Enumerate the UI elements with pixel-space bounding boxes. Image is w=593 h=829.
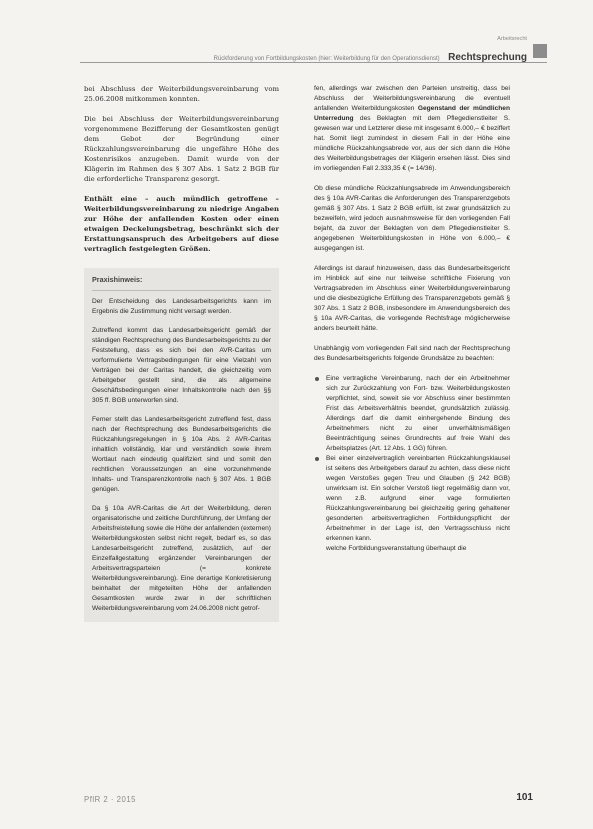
header-marker [533,44,547,58]
right-column [314,84,510,554]
list-item: Eine vertragliche Vereinbarung, nach der ein Arbeitnehmer sich zur Zurückzahlung von Fort- bzw. Weiterbildungskosten verpflichtet, sind, soweit sie vor Abschluss einer bestimmten Frist das Arbeitsverhältnis beendet, grundsätzlich zulässig. Allerdings darf die damit einhergehende Bindung des Arbeitnehmers nicht zu einer unverhältnismäßigen Beeinträchtigung seines Grundrechts auf freie Wahl des Arbeitsplatzes (Art. 12 Abs. 1 GG) führen. [314,374,510,454]
right-paragraph-1-rest: des Beklagten mit dem Pflegedienstleiter S. gewesen war und Letzterer diese mit insgesamt 6.000,– € beziffert hat. Somit liegt zumindest in diesem Fall in der Höhe eine mündliche Rückzahlungsabrede vor, aus der sich dann die Höhe des Weiterbildungsbetrages der Klägerin ersehen lässt. Dies sind im vorliegenden Fall 2.333,35 € (= 14/36). [314,115,510,172]
header-section: Rechtsprechung [448,52,527,63]
left-paragraph-1: bei Abschluss der Weiterbildungsvereinbarung vom 25.06.2008 mitkommen konnten. [84,85,279,103]
right-last-line: welche Fortbildungsveranstaltung überhaupt die [326,545,467,552]
page-number: 101 [516,792,533,803]
right-paragraph-3: Allerdings ist darauf hinzuweisen, dass das Bundesarbeitsgericht im Hinblick auf eine nur teilweise schriftliche Fixierung von Vertragsabreden im Abschluss einer Weiterbildungsvereinbarung und die diesbezügliche Erfüllung des Transparenzgebots gemäß § 307 Abs. 1 Satz 2 BGB, insbesondere im Anwendungsbereich des § 10a AVR-Caritas, die vorliegende Rechtsfrage möglicherweise anders beurteilt hätte. [314,265,510,332]
practice-note-box [84,268,279,622]
principles-list [314,374,510,544]
left-paragraph-3: Enthält eine – auch mündlich getroffene – Weiterbildungsvereinbarung zu niedrige Angaben zur Höhe der anfallenden Kosten oder einen etwaigen Deckelungsbetrag, beschränkt sich der Erstattungsanspruch des Arbeitgebers auf diese vertraglich festgelegten Größen. [84,195,279,253]
right-paragraph-4: Unabhängig vom vorliegenden Fall sind nach der Rechtsprechung des Bundesarbeitsgerichts folgende Grundsätze zu beachten: [314,345,510,362]
practice-note-paragraph-2: Zutreffend kommt das Landesarbeitsgericht gemäß der ständigen Rechtsprechung des Bundesarbeitsgerichts zu der Feststellung, dass es sich bei den AVR-Caritas um vorformulierte Vertragsbedingungen für eine Vielzahl von Verträgen bei der Caritas handelt, die gleichzeitig vom Arbeitgeber gestellt sind, die als allgemeine Geschäftsbedingungen einer Inhaltskontrolle nach den §§ 305 ff. BGB unterworfen sind. [92,327,271,404]
practice-note-title: Praxishinweis: [92,275,271,291]
practice-note-paragraph-3: Ferner stellt das Landesarbeitsgericht zutreffend fest, dass nach der Rechtsprechung des Bundesarbeitsgerichts die Rückzahlungsregelungen in § 10a Abs. 2 AVR-Caritas inhaltlich vollständig, klar und verständlich sowie ihrem Wortlaut nach eindeutig qualifiziert sind und somit den rechtlichen Voraussetzungen an eine vorzunehmende Inhalts- und Transparenzkontrolle nach § 307 Abs. 1 BGB genügen. [92,416,271,493]
right-paragraph-1-text: fen, allerdings war zwischen den Parteien unstreitig, dass bei Abschluss der Weiterbildungsvereinbarung die eventuell anfallenden Weiterbildungskosten [314,85,510,112]
header-rule [80,62,547,63]
practice-note-paragraph-4: Da § 10a AVR-Caritas die Art der Weiterbildung, deren organisatorische und zeitliche Durchführung, der Umfang der Arbeitsfreistellung sowie die Höhe der anfallenden (externen) Weiterbildungskosten selbst nicht regelt, bedarf es, so das Landesarbeitsgericht zutreffend, zusätzlich, auf der Einzelfallgestaltung ergänzender Vereinbarungen der Arbeitsvertragsparteien (= konkrete Weiterbildungsvereinbarung). Eine derartige Konkretisierung beinhaltet der mitgeteilten Höhe der anfallenden Gesamtkosten wurde zwar in der schriftlichen Weiterbildungsvereinbarung vom 24.06.2008 nicht getrof- [92,505,271,612]
right-paragraph-1 [314,84,510,174]
practice-note-paragraph-1: Der Entscheidung des Landesarbeitsgerichts kann im Ergebnis die Zustimmung nicht versagt werden. [92,298,271,315]
header-subtitle: Rückforderung von Fortbildungskosten (hier: Weiterbildung für den Operationsdienst) [213,56,440,62]
list-item: Bei einer einzelvertraglich vereinbarten Rückzahlungsklausel ist seitens des Arbeitgebers darauf zu achten, dass diese nicht wegen Verstoßes gegen Treu und Glauben (§ 242 BGB) unwirksam ist. Ein solcher Verstoß liegt regelmäßig dann vor, wenn z.B. aufgrund einer vage formulierten Rückzahlungsvereinbarung bei gleichzeitig gering gehaltener gesonderten arbeitsvertraglichen Fortbildungspflicht der Arbeitnehmer in der Lage ist, den Vertragsschluss nicht erkennen kann. [314,454,510,544]
right-paragraph-2: Ob diese mündliche Rückzahlungsabrede im Anwendungsbereich des § 10a AVR-Caritas die Anforderungen des Transparenzgebots gemäß § 307 Abs. 1 Satz 2 BGB erfüllt, ist zwar grundsätzlich zu bezweifeln, wird jedoch ausnahmsweise für den vorliegenden Fall bejaht, da zuvor der Beklagten von dem Pflegedienstleiter S. angegebenen Weiterbildungskosten in Höhe von 6.000,– € ausgegangen ist. [314,185,510,252]
right-paragraph-1-emphasis: Gegenstand der mündlichen Unterredung [314,105,510,122]
left-column [84,84,279,622]
header-category: Arbeitsrecht [497,36,527,42]
footer-issue: PflR 2 · 2015 [84,795,137,804]
left-paragraph-2: Die bei Abschluss der Weiterbildungsvereinbarung vorgenommene Bezifferung der Gesamtkosten genügt dem Gebot der Begründung einer Rückzahlungsvereinbarung die ungefähre Höhe des Kostenrisikos anzugeben. Damit wurde von der Klägerin im Rahmen des § 307 Abs. 1 Satz 2 BGB für die erforderliche Transparenz gesorgt. [84,115,279,183]
